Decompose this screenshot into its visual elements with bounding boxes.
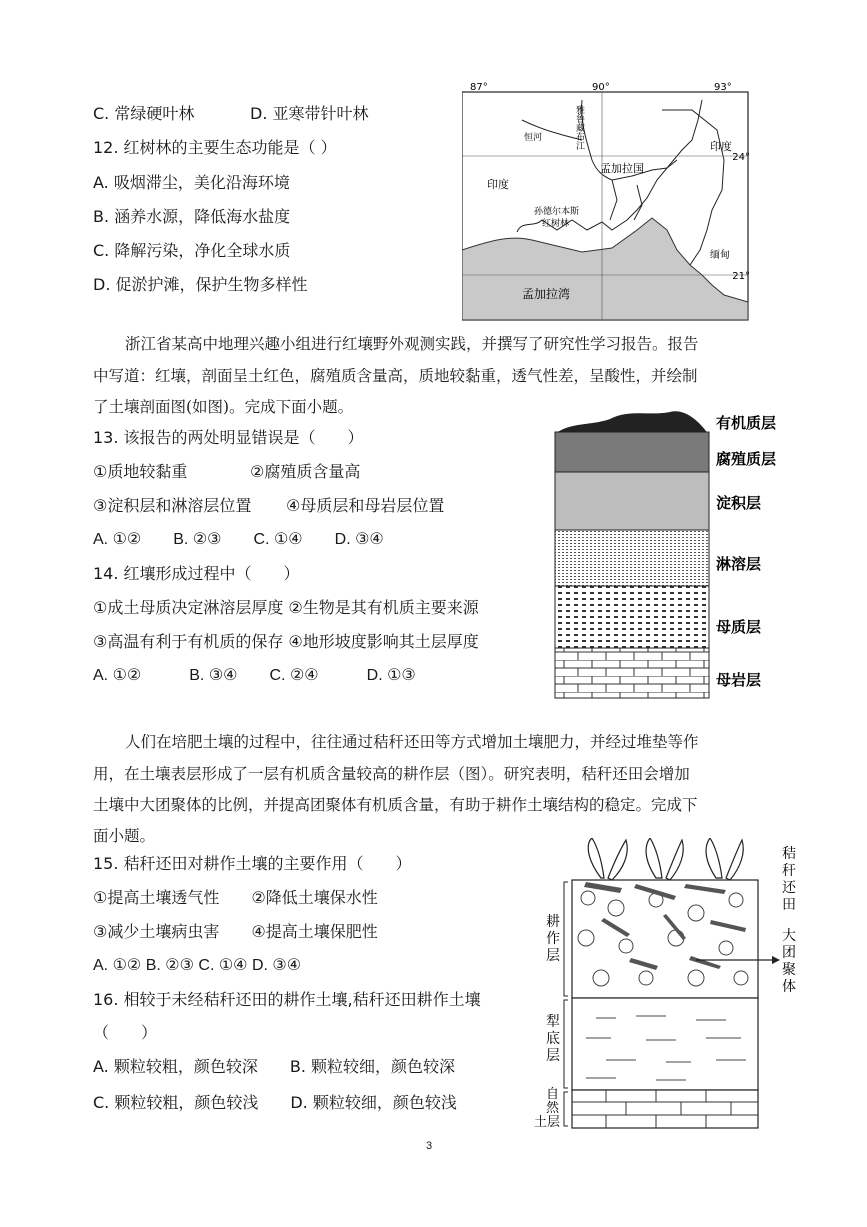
- q14-statements-34: ③高温有利于有机质的保存 ④地形坡度影响其土层厚度: [93, 632, 479, 651]
- passage1-line2: 中写道：红壤，剖面呈土红色，腐殖质含量高，质地较黏重，透气性差，呈酸性，并绘制: [93, 367, 698, 385]
- page-number: 3: [426, 1140, 433, 1152]
- straw-label-4: 田: [782, 897, 796, 913]
- red-soil-profile-figure: [550, 404, 790, 700]
- layer-eluvial: 淋溶层: [716, 555, 762, 573]
- q14-options: A. ①② B. ③④ C. ②④ D. ①③: [93, 667, 416, 684]
- india-right-label: 印度: [710, 140, 732, 153]
- plow-label-3: 层: [546, 1048, 560, 1064]
- ganges-label: 恒河: [524, 133, 543, 143]
- natural-label-3: 土层: [534, 1115, 561, 1130]
- lon-90: 90°: [592, 82, 610, 93]
- q14-statements-12: ①成土母质决定淋溶层厚度 ②生物是其有机质主要来源: [93, 598, 479, 617]
- q16-options-ab: A. 颗粒较粗，颜色较深 B. 颗粒较细，颜色较深: [93, 1057, 455, 1076]
- sundarbans-label-2: 红树林: [542, 219, 570, 229]
- natural-label-1: 自: [546, 1087, 560, 1102]
- q15-statements-12: ①提高土壤透气性 ②降低土壤保水性: [93, 888, 378, 907]
- layer-parent-material: 母质层: [716, 618, 762, 636]
- q12-option-b: B. 涵养水源，降低海水盐度: [93, 207, 291, 226]
- plow-label-1: 犁: [546, 1014, 560, 1030]
- sundarbans-label-1: 孙德尔本斯: [534, 207, 580, 217]
- straw-label-3: 还: [782, 880, 796, 896]
- lon-93: 93°: [714, 82, 732, 93]
- tillage-soil-profile-figure: [526, 838, 806, 1130]
- passage2-line4: 面小题。: [93, 827, 156, 845]
- q15-options: A. ①② B. ②③ C. ①④ D. ③④: [93, 957, 302, 974]
- aggregate-label-4: 体: [782, 979, 796, 995]
- aggregate-label-1: 大: [782, 928, 796, 944]
- layer-illuvial: 淀积层: [716, 494, 762, 512]
- passage2-line3: 土壤中大团聚体的比例，并提高团聚体有机质含量，有助于耕作土壤结构的稳定。完成下: [93, 796, 698, 814]
- q11-option-d: D. 亚寒带针叶林: [250, 104, 369, 123]
- q12-option-a: A. 吸烟滞尘，美化沿海环境: [93, 173, 290, 192]
- q13-options: A. ①② B. ②③ C. ①④ D. ③④: [93, 531, 384, 548]
- bangladesh-label: 孟加拉国: [600, 162, 644, 175]
- bay-label: 孟加拉湾: [522, 287, 571, 301]
- layer-humus: 腐殖质层: [716, 450, 777, 468]
- q14-stem: 14. 红壤形成过程中（ ）: [93, 564, 300, 583]
- q15-statements-34: ③减少土壤病虫害 ④提高土壤保肥性: [93, 922, 378, 941]
- aggregate-label-2: 团: [782, 945, 796, 961]
- tillage-label-2: 作: [546, 931, 560, 947]
- straw-label-1: 秸: [782, 846, 796, 862]
- q12-stem: 12. 红树林的主要生态功能是（ ）: [93, 138, 337, 157]
- layer-bedrock: 母岩层: [716, 671, 762, 689]
- q13-statement-1: ①质地较黏重: [93, 462, 188, 481]
- passage2-line1: 人们在培肥土壤的过程中，往往通过秸秆还田等方式增加土壤肥力，并经过堆垫等作: [125, 733, 699, 751]
- straw-label-2: 秆: [782, 863, 796, 879]
- plow-label-2: 底: [546, 1031, 560, 1047]
- lat-24: 24°: [732, 152, 750, 163]
- bay-of-bengal-map: [462, 80, 752, 322]
- lat-21: 21°: [732, 271, 750, 282]
- layer-organic: 有机质层: [716, 414, 777, 432]
- q16-options-cd: C. 颗粒较粗，颜色较浅 D. 颗粒较细，颜色较浅: [93, 1093, 457, 1112]
- q12-option-d: D. 促淤护滩，保护生物多样性: [93, 275, 308, 294]
- q13-stem: 13. 该报告的两处明显错误是（ ）: [93, 428, 364, 447]
- myanmar-label: 缅甸: [710, 250, 730, 261]
- lon-87: 87°: [470, 82, 488, 93]
- q11-option-c: C. 常绿硬叶林: [93, 104, 195, 123]
- natural-label-2: 然: [546, 1101, 560, 1116]
- q15-stem: 15. 秸秆还田对耕作土壤的主要作用（ ）: [93, 854, 412, 873]
- q13-statement-3: ③淀积层和淋溶层位置: [93, 496, 252, 515]
- india-left-label: 印度: [487, 178, 509, 191]
- passage1-line3: 了土壤剖面图(如图)。完成下面小题。: [93, 398, 354, 416]
- yarlung-label: 雅鲁藏布江: [574, 105, 584, 150]
- tillage-label-1: 耕: [546, 914, 560, 930]
- passage2-line2: 用，在土壤表层形成了一层有机质含量较高的耕作层（图）。研究表明，秸秆还田会增加: [93, 765, 690, 783]
- tillage-label-3: 层: [546, 948, 560, 964]
- q13-statement-2: ②腐殖质含量高: [250, 462, 361, 481]
- q13-statement-4: ④母质层和母岩层位置: [286, 496, 445, 515]
- passage1-line1: 浙江省某高中地理兴趣小组进行红壤野外观测实践，并撰写了研究性学习报告。报告: [125, 335, 699, 353]
- q16-bracket: （ ）: [93, 1023, 158, 1042]
- q12-option-c: C. 降解污染，净化全球水质: [93, 241, 291, 260]
- aggregate-label-3: 聚: [782, 962, 796, 978]
- q16-stem: 16. 相较于未经秸秆还田的耕作土壤,秸秆还田耕作土壤: [93, 990, 481, 1009]
